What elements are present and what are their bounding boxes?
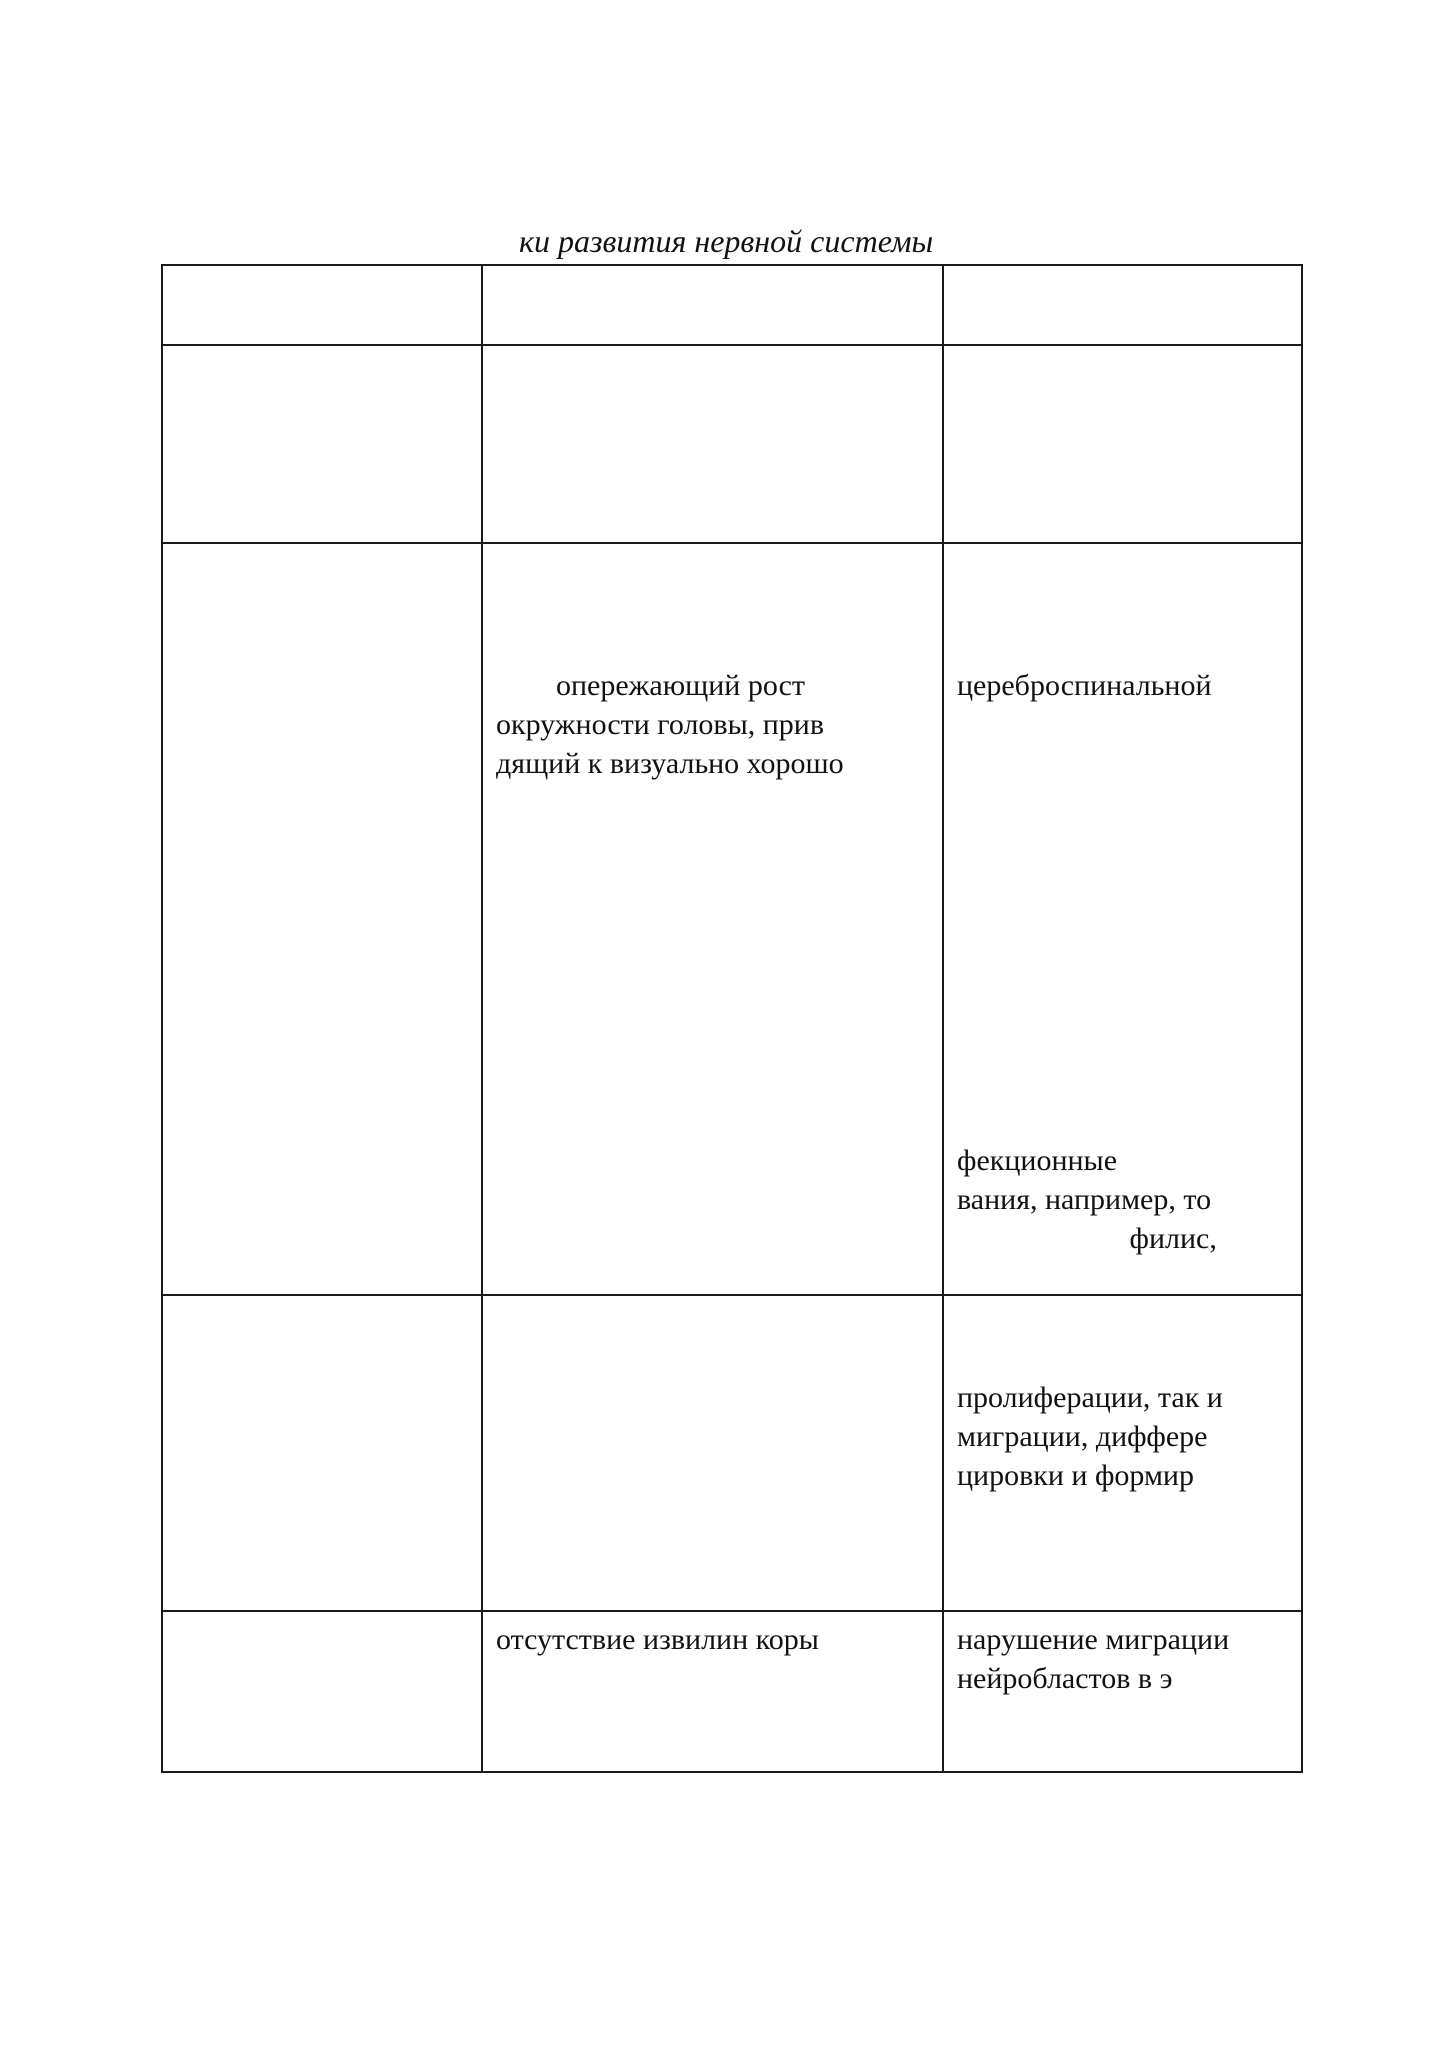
- table-cell-r5-c3: [943, 1611, 1302, 1772]
- cell-text: нарушение миграции нейробластов в э: [957, 1623, 1230, 1695]
- table-row: [162, 543, 1302, 1295]
- table-row: [162, 265, 1302, 345]
- table-cell-r3-c3: [943, 543, 1302, 1295]
- table-cell-r1-c1: [162, 265, 482, 345]
- table-cell-r2-c3: [943, 345, 1302, 543]
- table-cell-r3-c2: [482, 543, 943, 1295]
- table-row: [162, 1611, 1302, 1772]
- table-cell-r1-c2: [482, 265, 943, 345]
- cell-text: отсутствие извилин коры: [496, 1623, 819, 1656]
- table-row: [162, 1295, 1302, 1611]
- table-cell-r4-c1: [162, 1295, 482, 1611]
- table-cell-r2-c1: [162, 345, 482, 543]
- document-table: [161, 264, 1303, 1773]
- table-cell-r4-c2: [482, 1295, 943, 1611]
- table-cell-r1-c3: [943, 265, 1302, 345]
- cell-text: опережающий рост окружности головы, прив дящий к визуально хорошо: [496, 669, 844, 780]
- cell-text: пролиферации, так и миграции, диффере цировки и формир: [957, 1381, 1223, 1492]
- table-cell-r3-c1: [162, 543, 482, 1295]
- table-cell-r4-c3: [943, 1295, 1302, 1611]
- table-cell-r5-c2: [482, 1611, 943, 1772]
- table-cell-r2-c2: [482, 345, 943, 543]
- cell-text: фекционные вания, например, то филис,: [957, 1144, 1217, 1255]
- table-cell-r5-c1: [162, 1611, 482, 1772]
- page-title: ки развития нервной системы: [519, 223, 934, 259]
- table-row: [162, 345, 1302, 543]
- cell-text: цереброспинальной: [957, 669, 1212, 702]
